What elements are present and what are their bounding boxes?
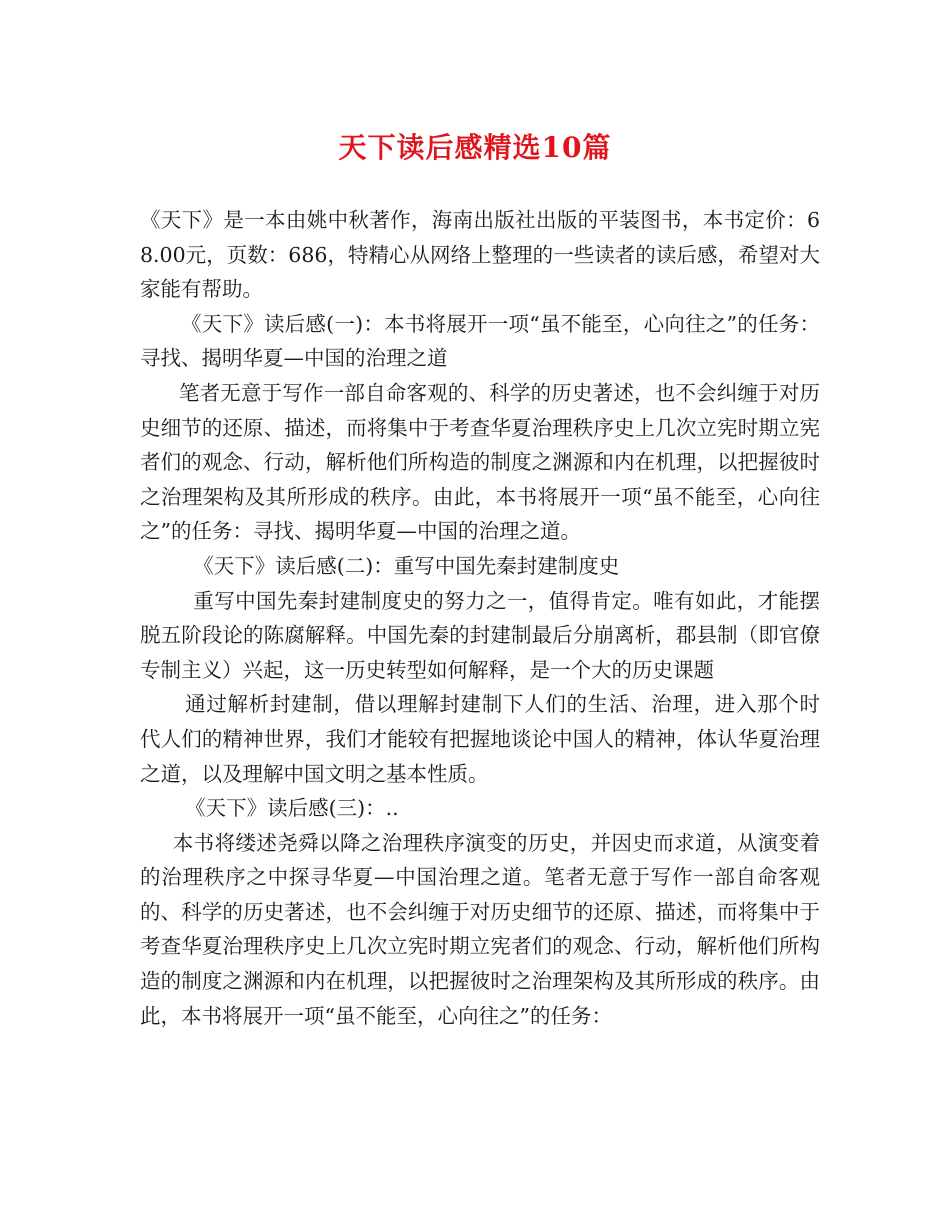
paragraph-review-2-body-2: 通过解析封建制，借以理解封建制下人们的生活、治理，进入那个时代人们的精神世界，我们才能较有把握地谈论中国人的精神，体认华夏治理之道，以及理解中国文明之基本性质。	[140, 692, 820, 786]
document-title: 天下读后感精选10篇	[338, 131, 612, 164]
paragraph-intro: 《天下》是一本由姚中秋著作，海南出版社出版的平装图书，本书定价：68.00元，页数：686，特精心从网络上整理的一些读者的读后感，希望对大家能有帮助。	[140, 208, 820, 302]
paragraph-review-2-body: 重写中国先秦封建制度史的努力之一，值得肯定。唯有如此，才能摆脱五阶段论的陈腐解释。中国先秦的封建制最后分崩离析，郡县制（即官僚专制主义）兴起，这一历史转型如何解释，是一个大的历史课题	[140, 588, 820, 682]
paragraph-review-3-heading: 《天下》读后感(三)：..	[185, 796, 399, 821]
paragraph-review-1-heading: 《天下》读后感(一)：本书将展开一项“虽不能至，心向往之”的任务：寻找、揭明华夏—中国的治理之道	[140, 311, 820, 371]
document-body	[140, 203, 820, 1033]
paragraph-review-3-body: 本书将缕述尧舜以降之治理秩序演变的历史，并因史而求道，从演变着的治理秩序之中探寻华夏—中国治理之道。笔者无意于写作一部自命客观的、科学的历史著述，也不会纠缠于对历史细节的还原、描述，而将集中于考查华夏治理秩序史上几次立宪时期立宪者们的观念、行动，解析他们所构造的制度之渊源和内在机理，以把握彼时之治理架构及其所形成的秩序。由此，本书将展开一项“虽不能至，心向往之”的任务：	[140, 830, 820, 1028]
paragraph-review-2-heading: 《天下》读后感(二)：重写中国先秦封建制度史	[193, 553, 620, 578]
paragraph-review-1-body: 笔者无意于写作一部自命客观的、科学的历史著述，也不会纠缠于对历史细节的还原、描述，而将集中于考查华夏治理秩序史上几次立宪时期立宪者们的观念、行动，解析他们所构造的制度之渊源和内在机理，以把握彼时之治理架构及其所形成的秩序。由此，本书将展开一项“虽不能至，心向往之”的任务：寻找、揭明华夏—中国的治理之道。	[140, 380, 820, 544]
